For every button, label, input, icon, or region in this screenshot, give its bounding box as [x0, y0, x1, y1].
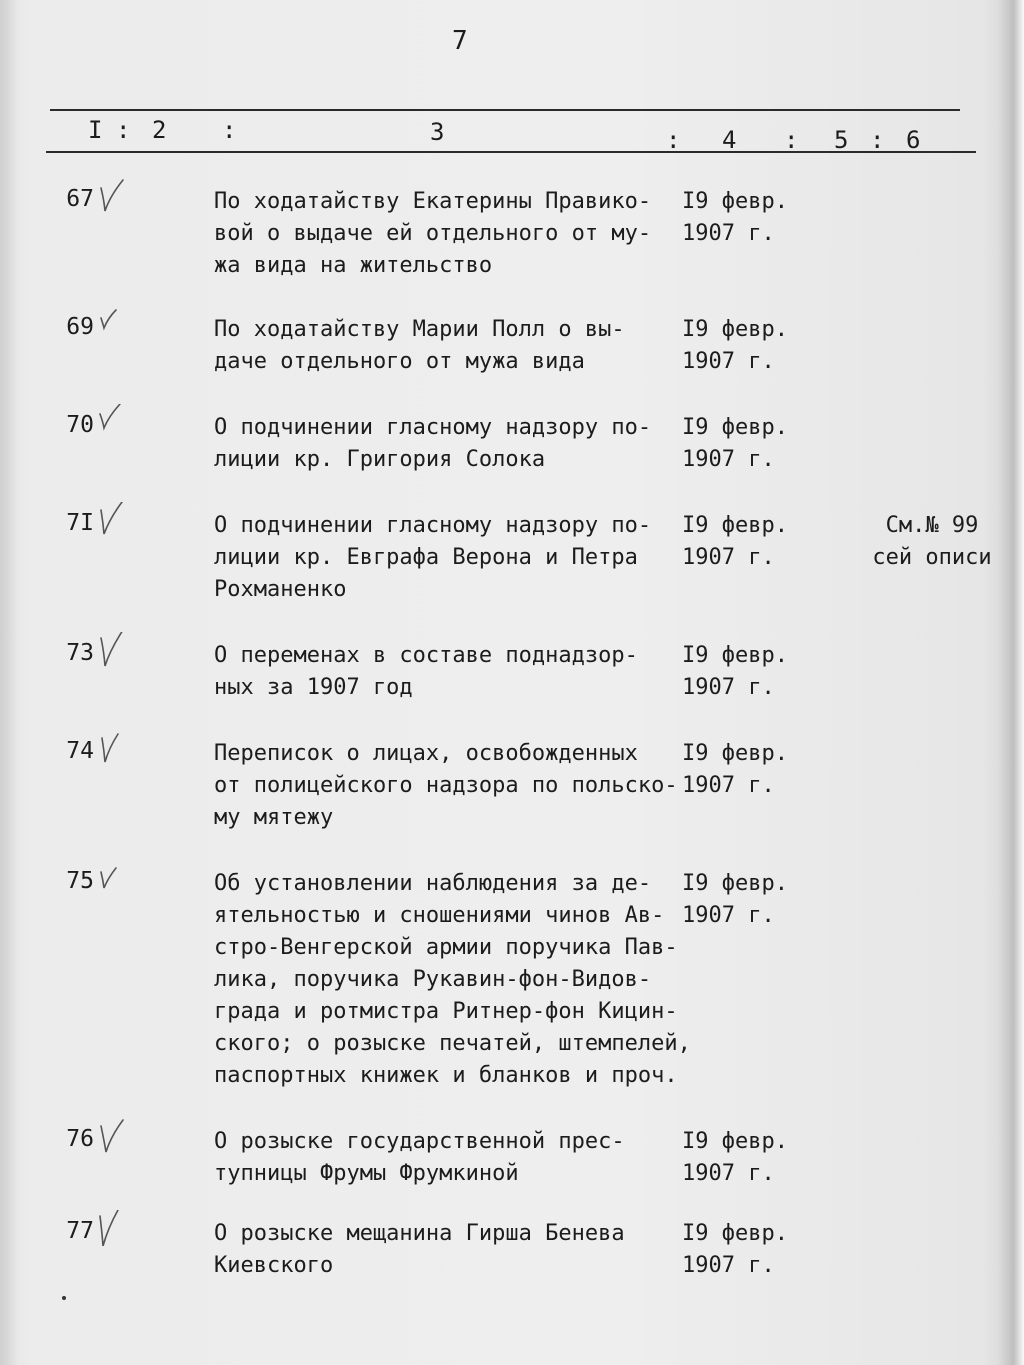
- entry-date: [682, 738, 792, 802]
- description-line: Об установлении наблюдения за де-: [214, 871, 652, 896]
- ink-dot: [62, 1296, 66, 1300]
- date-line: 1907 г.: [682, 545, 775, 570]
- checkmark-icon: [98, 1210, 126, 1246]
- page-edge-shadow: [998, 0, 1024, 1365]
- note-line: См.№ 99: [885, 513, 979, 538]
- entry-description: [214, 510, 682, 606]
- column-header-5: 5: [834, 126, 849, 154]
- date-line: I9 февр.: [682, 1129, 788, 1154]
- description-line: Киевского: [214, 1253, 334, 1278]
- entry-date: [682, 1126, 792, 1190]
- description-line: лиции кр. Григория Солока: [214, 447, 546, 472]
- entry-description: [214, 314, 682, 378]
- entry-number: 77: [66, 1218, 94, 1244]
- entry-date: [682, 640, 792, 704]
- description-line: О розыске мещанина Гирша Бенева: [214, 1221, 625, 1246]
- entry-description: [214, 1126, 682, 1190]
- description-line: лиции кр. Евграфа Верона и Петра: [214, 545, 638, 570]
- date-line: I9 февр.: [682, 871, 788, 896]
- date-line: I9 февр.: [682, 189, 788, 214]
- checkmark-icon: [98, 730, 126, 766]
- date-line: I9 февр.: [682, 317, 788, 342]
- entry-description: [214, 640, 682, 704]
- description-line: стро-Венгерской армии поручика Пав-: [214, 935, 678, 960]
- description-line: тупницы Фрумы Фрумкиной: [214, 1161, 519, 1186]
- checkmark-icon: [98, 306, 126, 342]
- column-header-1: I: [88, 116, 103, 144]
- description-line: О подчинении гласному надзору по-: [214, 415, 652, 440]
- date-line: 1907 г.: [682, 1253, 775, 1278]
- entry-date: [682, 186, 792, 250]
- date-line: 1907 г.: [682, 675, 775, 700]
- entry-date: [682, 510, 792, 574]
- description-line: По ходатайству Екатерины Правико-: [214, 189, 652, 214]
- description-line: О подчинении гласному надзору по-: [214, 513, 652, 538]
- column-separator: :: [222, 116, 237, 144]
- description-line: О розыске государственной прес-: [214, 1129, 625, 1154]
- entry-number: 74: [66, 738, 94, 764]
- column-header-6: 6: [906, 126, 921, 154]
- entry-description: [214, 868, 691, 1092]
- column-header-3: 3: [430, 118, 445, 146]
- date-line: I9 февр.: [682, 643, 788, 668]
- header-rule-bottom: [46, 151, 976, 153]
- entry-number: 70: [66, 412, 94, 438]
- date-line: I9 февр.: [682, 415, 788, 440]
- description-line: лика, поручика Рукавин-фон-Видов-: [214, 967, 652, 992]
- entry-number: 76: [66, 1126, 94, 1152]
- checkmark-icon: [98, 502, 126, 538]
- binding-shadow: [0, 0, 18, 1365]
- entry-description: [214, 1218, 682, 1282]
- checkmark-icon: [98, 632, 126, 668]
- entry-note: [862, 510, 1002, 574]
- description-line: града и ротмистра Ритнер-фон Кицин-: [214, 999, 678, 1024]
- description-line: ского; о розыске печатей, штемпелей,: [214, 1031, 691, 1056]
- column-separator: :: [666, 126, 681, 154]
- entry-date: [682, 314, 792, 378]
- description-line: Рохманенко: [214, 577, 347, 602]
- column-header-4: 4: [722, 126, 737, 154]
- date-line: I9 февр.: [682, 1221, 788, 1246]
- date-line: 1907 г.: [682, 221, 775, 246]
- entry-number: 7I: [66, 510, 94, 536]
- entry-date: [682, 868, 792, 932]
- description-line: от полицейского надзора по польско-: [214, 773, 678, 798]
- column-separator: :: [116, 116, 131, 144]
- entry-description: [214, 412, 682, 476]
- checkmark-icon: [98, 860, 126, 896]
- entry-description: [214, 738, 682, 834]
- date-line: I9 февр.: [682, 513, 788, 538]
- description-line: жа вида на жительство: [214, 253, 493, 278]
- column-header-2: 2: [152, 116, 167, 144]
- description-line: О переменах в составе поднадзор-: [214, 643, 638, 668]
- note-line: сей описи: [872, 545, 992, 570]
- page-number: 7: [452, 26, 469, 56]
- date-line: 1907 г.: [682, 1161, 775, 1186]
- description-line: ятельностью и сношениями чинов Ав-: [214, 903, 665, 928]
- entry-number: 73: [66, 640, 94, 666]
- date-line: 1907 г.: [682, 447, 775, 472]
- entry-number: 75: [66, 868, 94, 894]
- entry-number: 67: [66, 186, 94, 212]
- date-line: 1907 г.: [682, 349, 775, 374]
- checkmark-icon: [98, 178, 126, 214]
- date-line: 1907 г.: [682, 903, 775, 928]
- entry-description: [214, 186, 682, 282]
- description-line: По ходатайству Марии Полл о вы-: [214, 317, 625, 342]
- date-line: I9 февр.: [682, 741, 788, 766]
- date-line: 1907 г.: [682, 773, 775, 798]
- description-line: даче отдельного от мужа вида: [214, 349, 585, 374]
- description-line: Переписок о лицах, освобожденных: [214, 741, 638, 766]
- checkmark-icon: [98, 1118, 126, 1154]
- description-line: паспортных книжек и бланков и проч.: [214, 1063, 678, 1088]
- description-line: ных за 1907 год: [214, 675, 413, 700]
- description-line: вой о выдаче ей отдельного от му-: [214, 221, 652, 246]
- column-separator: :: [870, 126, 885, 154]
- checkmark-icon: [98, 404, 126, 440]
- entry-number: 69: [66, 314, 94, 340]
- header-rule-top: [50, 109, 960, 111]
- column-separator: :: [784, 126, 799, 154]
- entry-date: [682, 412, 792, 476]
- column-header-row: [0, 116, 1024, 156]
- description-line: му мятежу: [214, 805, 334, 830]
- entry-date: [682, 1218, 792, 1282]
